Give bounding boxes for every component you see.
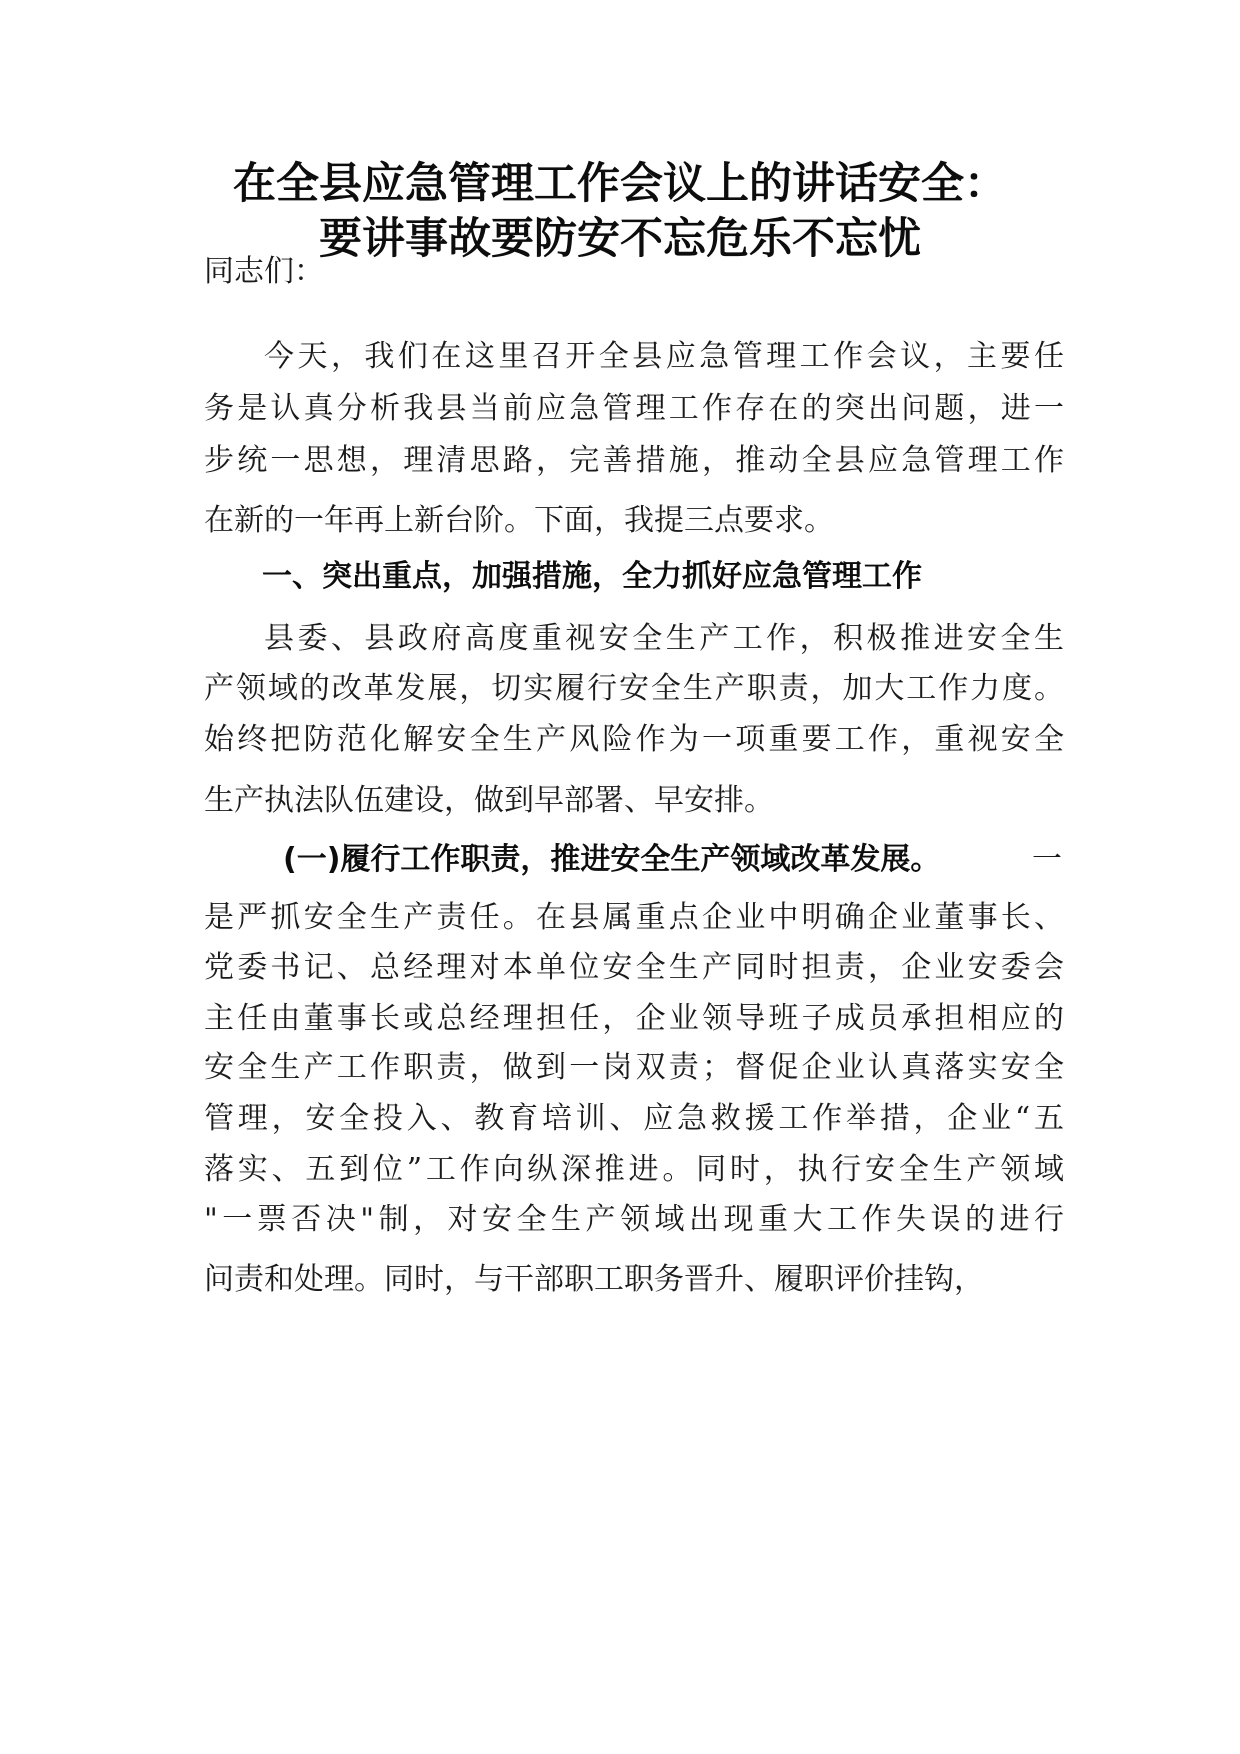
salutation: 同志们： bbox=[204, 254, 324, 289]
subsection-1-line-2: 党委书记、总经理对本单位安全生产同时担责，企业安委会 bbox=[204, 950, 1064, 985]
document-title-line-2: 要讲事故要防安不忘危乐不忘忧 bbox=[319, 214, 921, 264]
subsection-1-line-7: "一票否决"制，对安全生产领域出现重大工作失误的进行 bbox=[204, 1202, 1064, 1237]
document-title-line-1: 在全县应急管理工作会议上的讲话安全： bbox=[233, 159, 1007, 209]
subsection-1-line-1: 是严抓安全生产责任。在县属重点企业中明确企业董事长、 bbox=[204, 900, 1064, 935]
subsection-1-trailing-text: 一 bbox=[1032, 842, 1062, 877]
section-1-line-4: 生产执法队伍建设，做到早部署、早安排。 bbox=[204, 783, 774, 818]
section-1-line-1: 县委、县政府高度重视安全生产工作，积极推进安全生 bbox=[264, 621, 1064, 656]
intro-line-1: 今天，我们在这里召开全县应急管理工作会议，主要任 bbox=[264, 339, 1064, 374]
subsection-1-line-5: 管理，安全投入、教育培训、应急救援工作举措，企业“五 bbox=[204, 1101, 1064, 1136]
section-1-heading: 一、突出重点，加强措施，全力抓好应急管理工作 bbox=[262, 559, 922, 594]
section-1-line-2: 产领域的改革发展，切实履行安全生产职责，加大工作力度。 bbox=[204, 671, 1064, 706]
subsection-1-line-6: 落实、五到位”工作向纵深推进。同时，执行安全生产领域 bbox=[204, 1152, 1064, 1187]
intro-line-3: 步统一思想，理清思路，完善措施，推动全县应急管理工作 bbox=[204, 443, 1064, 478]
subsection-1-line-8: 问责和处理。同时，与干部职工职务晋升、履职评价挂钩， bbox=[204, 1262, 984, 1297]
intro-line-2: 务是认真分析我县当前应急管理工作存在的突出问题，进一 bbox=[204, 391, 1064, 426]
subsection-1-heading: (一)履行工作职责，推进安全生产领域改革发展。 bbox=[283, 842, 941, 877]
subsection-1-line-4: 安全生产工作职责，做到一岗双责；督促企业认真落实安全 bbox=[204, 1050, 1064, 1085]
section-1-line-3: 始终把防范化解安全生产风险作为一项重要工作，重视安全 bbox=[204, 722, 1064, 757]
intro-line-4: 在新的一年再上新台阶。下面，我提三点要求。 bbox=[204, 503, 834, 538]
subsection-1-line-3: 主任由董事长或总经理担任，企业领导班子成员承担相应的 bbox=[204, 1001, 1064, 1036]
